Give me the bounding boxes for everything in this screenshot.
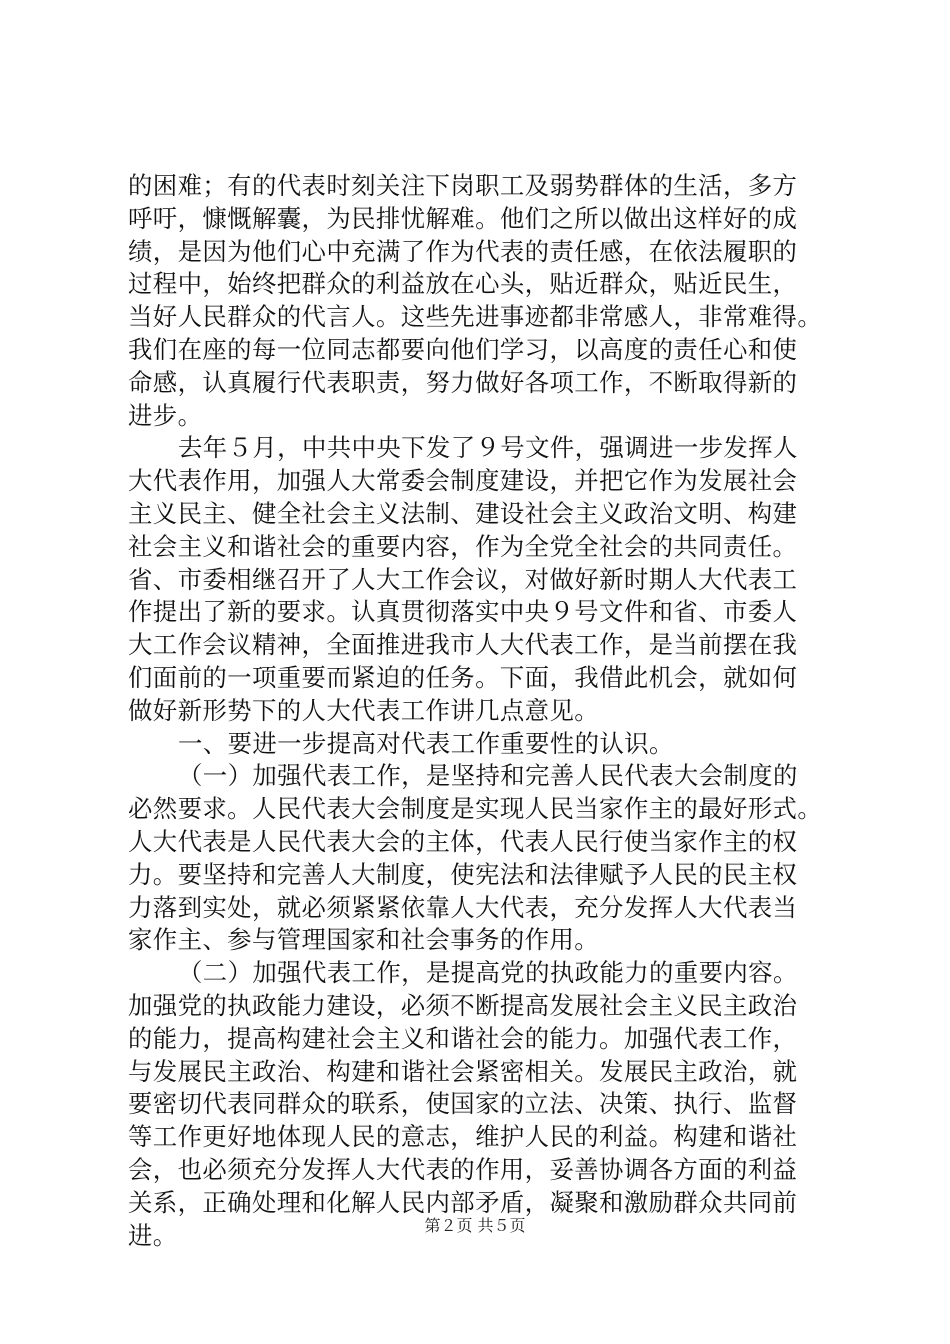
text-line: 力落到实处，就必须紧紧依靠人大代表，充分发挥人大代表当 [128,892,798,922]
text-line: 进步。 [128,400,203,430]
text-line: 绩，是因为他们心中充满了作为代表的责任感，在依法履职的 [128,236,798,266]
text-line: 主义民主、健全社会主义法制、建设社会主义政治文明、构建 [128,498,798,528]
text-line: 过程中，始终把群众的利益放在心头，贴近群众，贴近民生， [128,269,798,299]
text-line: 省、市委相继召开了人大工作会议，对做好新时期人大代表工 [128,564,798,594]
text-line: 一、要进一步提高对代表工作重要性的认识。 [178,728,674,758]
text-line: 做好新形势下的人大代表工作讲几点意见。 [128,695,600,725]
text-line: 命感，认真履行代表职责，努力做好各项工作，不断取得新的 [128,367,798,397]
text-line: 去年５月，中共中央下发了９号文件，强调进一步发挥人 [178,433,798,463]
text-line: 当好人民群众的代言人。这些先进事迹都非常感人，非常难得。 [128,302,823,332]
text-line: 的困难；有的代表时刻关注下岗职工及弱势群体的生活，多方 [128,171,798,200]
text-line: 力。要坚持和完善人大制度，使宪法和法律赋予人民的民主权 [128,859,798,889]
text-line: 社会主义和谐社会的重要内容，作为全党全社会的共同责任。 [128,531,798,561]
text-line: 会，也必须充分发挥人大代表的作用，妥善协调各方面的利益 [128,1154,798,1184]
page-footer: 第２页 共５页 [424,1216,526,1235]
text-line: 作提出了新的要求。认真贯彻落实中央９号文件和省、市委人 [128,597,798,627]
text-line: 与发展民主政治、构建和谐社会紧密相关。发展民主政治，就 [128,1056,798,1086]
text-line: 人大代表是人民代表大会的主体，代表人民行使当家作主的权 [128,826,798,856]
text-line: （一）加强代表工作，是坚持和完善人民代表大会制度的 [178,761,798,791]
text-line: 大工作会议精神，全面推进我市人大代表工作，是当前摆在我 [128,630,798,660]
text-line: 要密切代表同群众的联系，使国家的立法、决策、执行、监督 [128,1089,798,1119]
text-line: 我们在座的每一位同志都要向他们学习，以高度的责任心和使 [128,334,798,364]
text-line: 关系，正确处理和化解人民内部矛盾，凝聚和激励群众共同前 [128,1187,798,1217]
text-line: 呼吁，慷慨解囊，为民排忧解难。他们之所以做出这样好的成 [128,203,798,233]
text-line: 必然要求。人民代表大会制度是实现人民当家作主的最好形式。 [128,794,823,824]
document-body [128,170,853,1252]
text-line: 进。 [128,1220,178,1250]
text-line: 大代表作用，加强人大常委会制度建设，并把它作为发展社会 [128,466,798,496]
text-line: 们面前的一项重要而紧迫的任务。下面，我借此机会，就如何 [128,662,798,692]
text-line: 等工作更好地体现人民的意志，维护人民的利益。构建和谐社 [128,1122,798,1152]
text-line: 的能力，提高构建社会主义和谐社会的能力。加强代表工作， [128,1023,798,1053]
text-line: （二）加强代表工作，是提高党的执政能力的重要内容。 [178,958,798,988]
text-line: 加强党的执政能力建设，必须不断提高发展社会主义民主政治 [128,990,798,1020]
text-line: 家作主、参与管理国家和社会事务的作用。 [128,925,600,955]
